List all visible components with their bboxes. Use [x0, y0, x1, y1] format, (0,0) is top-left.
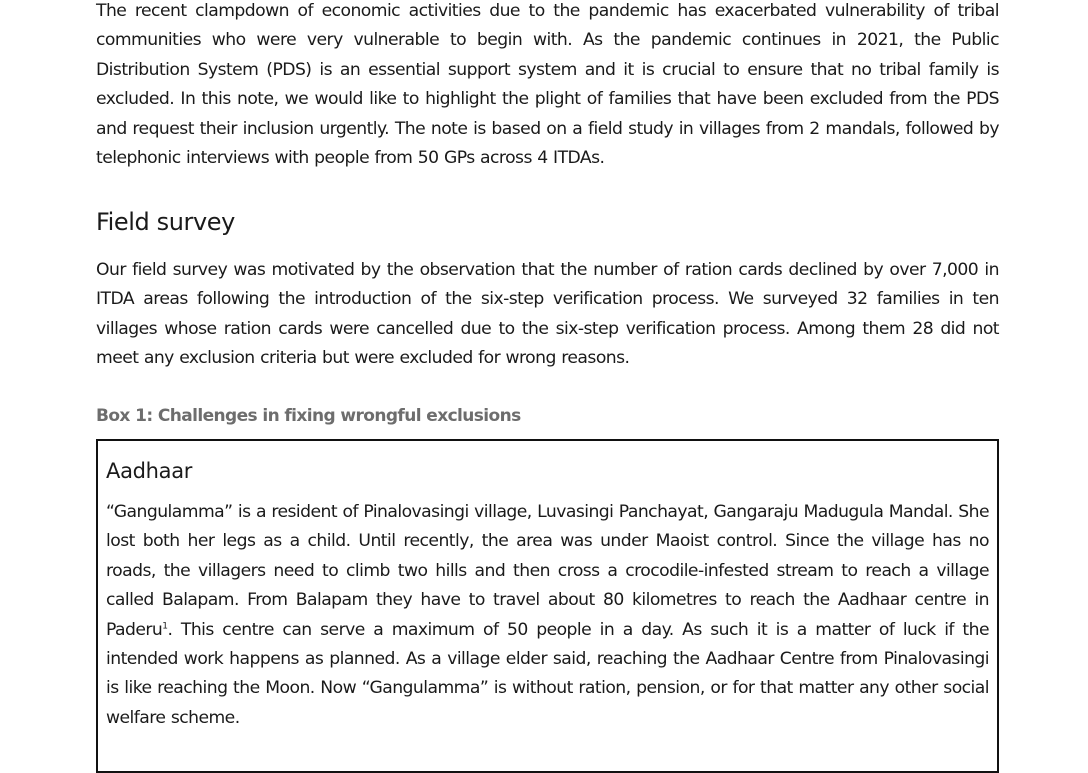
box-body-text-part1: “Gangulamma” is a resident of Pinalovasingi village, Luvasingi Panchayat, Gangaraju Madugula Mandal. She lost both her legs as a child. Until recently, the area was under Maoist control. Since the village has no roads, the villagers need to climb two hills and then cross a crocodile-infested stream to reach a village called Balapam. From Balapam they have to travel about 80 kilometres to reach the Aadhaar centre in Paderu [106, 502, 989, 640]
box-body-text-part2: . This centre can serve a maximum of 50 people in a day. As such it is a matter of luck if the intended work happens as planned. As a village elder said, reaching the Aadhaar Centre from Pinalovasingi is like reaching the Moon. Now “Gangulamma” is without ration, pension, or for that matter any other social welfare scheme. [106, 619, 989, 728]
section-heading-field-survey: Field survey [96, 208, 235, 236]
footnote-marker[interactable]: 1 [162, 620, 168, 631]
box-title: Aadhaar [106, 459, 193, 483]
box-body-paragraph [106, 498, 989, 733]
box-caption: Box 1: Challenges in fixing wrongful exclusions [96, 406, 521, 426]
box-aadhaar [96, 439, 999, 773]
field-survey-paragraph: Our field survey was motivated by the observation that the number of ration cards declined by over 7,000 in ITDA areas following the introduction of the six-step verification process. We surveyed 32 families in ten villages whose ration cards were cancelled due to the six-step verification process. Among them 28 did not meet any exclusion criteria but were excluded for wrong reasons. [96, 260, 999, 369]
intro-paragraph: The recent clampdown of economic activities due to the pandemic has exacerbated vulnerability of tribal communities who were very vulnerable to begin with. As the pandemic continues in 2021, the Public Distribution System (PDS) is an essential support system and it is crucial to ensure that no tribal family is excluded. In this note, we would like to highlight the plight of families that have been excluded from the PDS and request their inclusion urgently. The note is based on a field study in villages from 2 mandals, followed by telephonic interviews with people from 50 GPs across 4 ITDAs. [96, 1, 999, 169]
